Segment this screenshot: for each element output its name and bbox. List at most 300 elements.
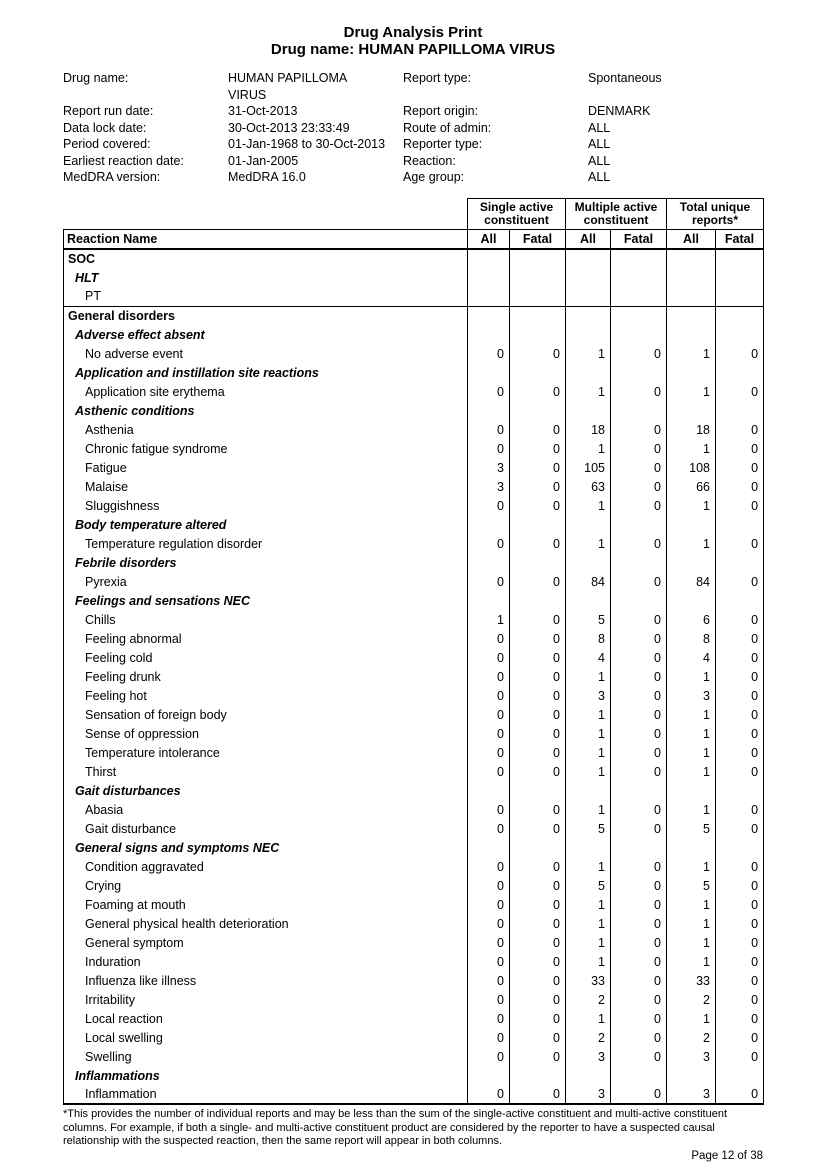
legend-row-soc — [64, 249, 764, 268]
count-cell: 0 — [468, 705, 510, 724]
meta-label-period-covered: Period covered: — [63, 137, 151, 151]
table-row-pt — [64, 990, 764, 1009]
count-cell: 2 — [667, 990, 716, 1009]
count-cell: 0 — [716, 743, 764, 762]
count-cell: 0 — [611, 629, 667, 648]
count-cell — [468, 325, 510, 344]
count-cell: 2 — [566, 1028, 611, 1047]
count-cell: 0 — [611, 933, 667, 952]
count-cell — [667, 287, 716, 306]
count-cell — [510, 553, 566, 572]
table-row-pt — [64, 876, 764, 895]
count-cell: 5 — [566, 876, 611, 895]
count-cell: 0 — [510, 762, 566, 781]
count-cell: 1 — [667, 1009, 716, 1028]
count-cell — [716, 591, 764, 610]
count-cell: 0 — [716, 667, 764, 686]
count-cell: 1 — [667, 344, 716, 363]
table-row-pt — [64, 1028, 764, 1047]
table-row-pt — [64, 629, 764, 648]
count-cell — [716, 249, 764, 268]
reaction-name-cell: Febrile disorders — [64, 553, 468, 572]
count-cell — [611, 781, 667, 800]
count-cell: 0 — [611, 971, 667, 990]
reaction-name-cell: Application site erythema — [64, 382, 468, 401]
count-cell — [566, 287, 611, 306]
count-cell: 0 — [510, 724, 566, 743]
reaction-name-cell: Inflammation — [64, 1085, 468, 1104]
count-cell: 0 — [468, 1085, 510, 1104]
meta-value-earliest-reaction-date: 01-Jan-2005 — [228, 153, 299, 168]
count-cell — [566, 363, 611, 382]
count-cell: 4 — [667, 648, 716, 667]
count-cell: 18 — [566, 420, 611, 439]
count-cell: 0 — [468, 629, 510, 648]
count-cell: 0 — [510, 477, 566, 496]
table-row-pt — [64, 1085, 764, 1104]
count-cell — [468, 287, 510, 306]
count-cell — [510, 401, 566, 420]
count-cell — [566, 249, 611, 268]
count-cell: 6 — [667, 610, 716, 629]
count-cell: 0 — [510, 629, 566, 648]
table-row-pt — [64, 762, 764, 781]
count-cell: 0 — [510, 743, 566, 762]
count-cell — [611, 287, 667, 306]
count-cell: 5 — [566, 819, 611, 838]
reaction-name-cell: Fatigue — [64, 458, 468, 477]
count-cell — [611, 591, 667, 610]
count-cell — [716, 401, 764, 420]
count-cell: 1 — [667, 952, 716, 971]
table-row-pt — [64, 971, 764, 990]
count-cell: 0 — [716, 705, 764, 724]
count-cell: 0 — [716, 1028, 764, 1047]
count-cell — [510, 249, 566, 268]
count-cell — [611, 249, 667, 268]
reaction-name-cell: Sensation of foreign body — [64, 705, 468, 724]
count-cell — [566, 515, 611, 534]
reaction-name-cell: Temperature regulation disorder — [64, 534, 468, 553]
count-cell — [667, 553, 716, 572]
reaction-name-cell: Swelling — [64, 1047, 468, 1066]
meta-value-meddra-version: MedDRA 16.0 — [228, 170, 306, 184]
count-cell — [566, 1066, 611, 1085]
count-cell: 33 — [667, 971, 716, 990]
meta-label-report-type: Report type: — [403, 71, 472, 85]
count-cell: 0 — [510, 439, 566, 458]
count-cell — [667, 838, 716, 857]
count-cell: 5 — [667, 876, 716, 895]
table-row-pt — [64, 610, 764, 629]
count-cell: 1 — [566, 382, 611, 401]
count-cell: 0 — [611, 800, 667, 819]
count-cell — [510, 287, 566, 306]
reaction-name-cell: Feeling cold — [64, 648, 468, 667]
count-cell: 2 — [667, 1028, 716, 1047]
count-cell: 0 — [510, 534, 566, 553]
count-cell: 0 — [716, 952, 764, 971]
count-cell: 0 — [468, 344, 510, 363]
reaction-name-cell: Asthenia — [64, 420, 468, 439]
count-cell: 0 — [716, 990, 764, 1009]
table-row-hlt — [64, 781, 764, 800]
count-cell — [667, 515, 716, 534]
meta-label-meddra-version: MedDRA version: — [63, 170, 161, 184]
table-row-pt — [64, 496, 764, 515]
count-cell — [468, 781, 510, 800]
count-cell: 0 — [716, 382, 764, 401]
meta-label-report-origin: Report origin: — [403, 104, 479, 118]
count-cell: 0 — [611, 762, 667, 781]
count-cell: 0 — [611, 895, 667, 914]
count-cell: 1 — [566, 800, 611, 819]
count-cell: 3 — [566, 686, 611, 705]
count-cell: 1 — [667, 724, 716, 743]
reaction-name-cell: SOC — [64, 249, 468, 268]
doc-title: Drug Analysis Print — [343, 24, 483, 41]
count-cell: 2 — [566, 990, 611, 1009]
count-cell: 0 — [510, 382, 566, 401]
count-cell: 0 — [468, 1009, 510, 1028]
count-cell: 0 — [611, 667, 667, 686]
column-header-reaction-name: Reaction Name — [64, 229, 468, 249]
reaction-name-cell: Sluggishness — [64, 496, 468, 515]
count-cell — [716, 325, 764, 344]
count-cell: 1 — [667, 895, 716, 914]
count-cell: 0 — [716, 724, 764, 743]
count-cell — [468, 591, 510, 610]
meta-value-report-type: Spontaneous — [588, 71, 662, 85]
meta-value-report-run-date: 31-Oct-2013 — [228, 104, 298, 118]
count-cell: 0 — [468, 686, 510, 705]
count-cell — [566, 838, 611, 857]
count-cell: 0 — [611, 819, 667, 838]
count-cell: 0 — [468, 895, 510, 914]
legend-row-pt — [64, 287, 764, 306]
count-cell: 0 — [611, 572, 667, 591]
reaction-name-cell: Crying — [64, 876, 468, 895]
count-cell — [611, 401, 667, 420]
count-cell — [716, 515, 764, 534]
reaction-name-cell: Malaise — [64, 477, 468, 496]
count-cell: 0 — [510, 952, 566, 971]
count-cell — [468, 268, 510, 287]
reaction-name-cell: Application and instillation site reactions — [64, 363, 468, 382]
table-row-pt — [64, 914, 764, 933]
count-cell: 0 — [611, 477, 667, 496]
count-cell — [716, 287, 764, 306]
table-row-pt — [64, 724, 764, 743]
count-cell: 3 — [667, 686, 716, 705]
count-cell — [611, 363, 667, 382]
count-cell: 0 — [611, 458, 667, 477]
count-cell — [468, 553, 510, 572]
meta-label-earliest-reaction-date: Earliest reaction date: — [63, 153, 184, 168]
count-cell: 0 — [468, 1028, 510, 1047]
count-cell: 0 — [468, 762, 510, 781]
count-cell — [510, 363, 566, 382]
count-cell: 0 — [716, 1085, 764, 1104]
count-cell: 0 — [716, 458, 764, 477]
count-cell: 1 — [566, 344, 611, 363]
table-row-pt — [64, 572, 764, 591]
count-cell: 1 — [667, 439, 716, 458]
reaction-name-cell: Pyrexia — [64, 572, 468, 591]
table-row-pt — [64, 648, 764, 667]
count-cell — [510, 325, 566, 344]
count-cell — [510, 515, 566, 534]
count-cell — [468, 515, 510, 534]
table-row-pt — [64, 705, 764, 724]
count-cell: 0 — [716, 895, 764, 914]
count-cell: 1 — [566, 933, 611, 952]
count-cell: 0 — [611, 534, 667, 553]
count-cell: 0 — [611, 1009, 667, 1028]
count-cell: 3 — [566, 1085, 611, 1104]
table-row-hlt — [64, 838, 764, 857]
legend-row-hlt — [64, 268, 764, 287]
count-cell — [510, 591, 566, 610]
table-row-pt — [64, 477, 764, 496]
count-cell: 0 — [468, 667, 510, 686]
count-cell: 0 — [468, 876, 510, 895]
count-cell: 0 — [468, 914, 510, 933]
count-cell: 1 — [667, 534, 716, 553]
count-cell: 1 — [667, 933, 716, 952]
count-cell — [510, 306, 566, 325]
count-cell: 0 — [611, 1047, 667, 1066]
count-cell: 0 — [510, 1028, 566, 1047]
reaction-name-cell: Gait disturbances — [64, 781, 468, 800]
column-header-single-all: All — [468, 229, 510, 249]
count-cell: 0 — [468, 420, 510, 439]
count-cell — [611, 515, 667, 534]
count-cell: 63 — [566, 477, 611, 496]
meta-value-report-origin: DENMARK — [588, 104, 651, 118]
count-cell: 3 — [468, 458, 510, 477]
count-cell: 0 — [510, 800, 566, 819]
table-row-pt — [64, 952, 764, 971]
count-cell: 1 — [667, 857, 716, 876]
count-cell: 0 — [611, 743, 667, 762]
count-cell — [667, 363, 716, 382]
reaction-name-cell: HLT — [64, 268, 468, 287]
count-cell: 18 — [667, 420, 716, 439]
meta-label-age-group: Age group: — [403, 170, 465, 184]
count-cell: 1 — [566, 496, 611, 515]
reaction-name-cell: Condition aggravated — [64, 857, 468, 876]
count-cell: 0 — [468, 743, 510, 762]
table-row-hlt — [64, 1066, 764, 1085]
doc-subtitle: Drug name: HUMAN PAPILLOMA VIRUS — [270, 41, 556, 58]
count-cell: 0 — [510, 458, 566, 477]
reaction-name-cell: General symptom — [64, 933, 468, 952]
count-cell — [716, 306, 764, 325]
count-cell: 0 — [716, 610, 764, 629]
reaction-name-cell: Asthenic conditions — [64, 401, 468, 420]
count-cell: 0 — [716, 876, 764, 895]
count-cell: 0 — [468, 971, 510, 990]
table-row-pt — [64, 667, 764, 686]
count-cell: 0 — [611, 610, 667, 629]
count-cell: 0 — [468, 800, 510, 819]
table-row-hlt — [64, 553, 764, 572]
count-cell: 108 — [667, 458, 716, 477]
count-cell — [468, 363, 510, 382]
count-cell: 1 — [566, 762, 611, 781]
count-cell — [510, 781, 566, 800]
table-row-pt — [64, 819, 764, 838]
reaction-name-cell: Feeling hot — [64, 686, 468, 705]
hierarchy-legend-rows — [64, 249, 764, 306]
count-cell: 0 — [611, 382, 667, 401]
reaction-name-cell: PT — [64, 287, 468, 306]
count-cell: 0 — [716, 819, 764, 838]
meta-label-reaction: Reaction: — [403, 153, 456, 168]
count-cell — [667, 1066, 716, 1085]
count-cell: 0 — [611, 724, 667, 743]
count-cell: 0 — [716, 344, 764, 363]
table-row-pt — [64, 1047, 764, 1066]
column-header-single-fatal: Fatal — [510, 229, 566, 249]
count-cell — [716, 781, 764, 800]
count-cell: 0 — [716, 496, 764, 515]
table-row-pt — [64, 857, 764, 876]
table-row-pt — [64, 344, 764, 363]
count-cell — [716, 363, 764, 382]
table-row-pt — [64, 686, 764, 705]
count-cell: 0 — [716, 420, 764, 439]
count-cell: 1 — [667, 800, 716, 819]
meta-label-reporter-type: Reporter type: — [403, 137, 483, 151]
table-row-pt — [64, 933, 764, 952]
count-cell: 84 — [667, 572, 716, 591]
count-cell: 0 — [611, 876, 667, 895]
count-cell: 0 — [716, 439, 764, 458]
table-row-hlt — [64, 325, 764, 344]
count-cell — [468, 401, 510, 420]
group-header-row — [64, 198, 764, 229]
count-cell: 0 — [611, 857, 667, 876]
count-cell: 0 — [716, 800, 764, 819]
count-cell: 0 — [510, 857, 566, 876]
count-cell — [716, 838, 764, 857]
count-cell — [716, 268, 764, 287]
count-cell — [510, 838, 566, 857]
count-cell: 1 — [667, 914, 716, 933]
reaction-name-cell: Feeling abnormal — [64, 629, 468, 648]
table-row-pt — [64, 1009, 764, 1028]
count-cell: 1 — [566, 952, 611, 971]
count-cell: 0 — [611, 990, 667, 1009]
count-cell — [667, 306, 716, 325]
count-cell: 1 — [667, 743, 716, 762]
count-cell — [510, 268, 566, 287]
count-cell: 0 — [716, 971, 764, 990]
meta-label-report-run-date: Report run date: — [63, 104, 154, 118]
count-cell: 0 — [468, 382, 510, 401]
count-cell: 4 — [566, 648, 611, 667]
count-cell: 0 — [510, 895, 566, 914]
count-cell: 0 — [716, 1009, 764, 1028]
reaction-name-cell: Chronic fatigue syndrome — [64, 439, 468, 458]
count-cell: 0 — [510, 420, 566, 439]
count-cell: 1 — [566, 667, 611, 686]
group-header-multiple-active: Multiple active constituent — [566, 198, 667, 229]
table-row-soc — [64, 306, 764, 325]
count-cell — [468, 306, 510, 325]
count-cell: 66 — [667, 477, 716, 496]
count-cell — [468, 1066, 510, 1085]
header-spacer — [64, 198, 468, 229]
count-cell: 1 — [667, 496, 716, 515]
reaction-table — [63, 198, 764, 1106]
reaction-name-cell: Body temperature altered — [64, 515, 468, 534]
count-cell: 0 — [510, 686, 566, 705]
count-cell: 0 — [510, 819, 566, 838]
table-row-hlt — [64, 363, 764, 382]
meta-value-age-group: ALL — [588, 170, 611, 184]
count-cell: 1 — [566, 534, 611, 553]
column-header-total-all: All — [667, 229, 716, 249]
count-cell: 0 — [510, 610, 566, 629]
count-cell — [667, 401, 716, 420]
footnote: *This provides the number of individual reports and may be less than the sum of the single-active constituent and multi-active constituent columns. For example, if both a single- and multi-active constituent product are considered by the reporter to have a suspected causal relationship with the suspected reaction, then the same report will appear in both columns. — [63, 1108, 728, 1147]
count-cell: 0 — [468, 648, 510, 667]
count-cell: 1 — [566, 439, 611, 458]
count-cell — [611, 325, 667, 344]
count-cell: 0 — [510, 572, 566, 591]
count-cell: 1 — [566, 705, 611, 724]
table-row-pt — [64, 420, 764, 439]
count-cell: 3 — [566, 1047, 611, 1066]
count-cell: 3 — [667, 1047, 716, 1066]
meta-label-route-of-admin: Route of admin: — [403, 120, 492, 135]
count-cell: 0 — [611, 1085, 667, 1104]
count-cell — [611, 306, 667, 325]
count-cell: 0 — [510, 648, 566, 667]
count-cell: 3 — [468, 477, 510, 496]
reaction-name-cell: Temperature intolerance — [64, 743, 468, 762]
count-cell: 0 — [611, 952, 667, 971]
reaction-name-cell: Inflammations — [64, 1066, 468, 1085]
count-cell — [566, 325, 611, 344]
count-cell: 0 — [611, 420, 667, 439]
reaction-name-cell: Abasia — [64, 800, 468, 819]
reaction-name-cell: Feeling drunk — [64, 667, 468, 686]
count-cell: 3 — [667, 1085, 716, 1104]
count-cell: 1 — [566, 743, 611, 762]
table-row-pt — [64, 743, 764, 762]
table-row-pt — [64, 534, 764, 553]
count-cell: 0 — [716, 534, 764, 553]
count-cell: 0 — [510, 1009, 566, 1028]
count-cell — [667, 325, 716, 344]
reaction-name-cell: Local reaction — [64, 1009, 468, 1028]
count-cell: 0 — [510, 990, 566, 1009]
count-cell: 0 — [716, 686, 764, 705]
count-cell: 5 — [667, 819, 716, 838]
group-header-total-unique: Total unique reports* — [667, 198, 764, 229]
count-cell: 0 — [468, 857, 510, 876]
count-cell: 0 — [716, 648, 764, 667]
count-cell — [566, 591, 611, 610]
count-cell: 1 — [667, 762, 716, 781]
count-cell: 0 — [468, 572, 510, 591]
count-cell: 0 — [510, 971, 566, 990]
count-cell: 1 — [566, 724, 611, 743]
